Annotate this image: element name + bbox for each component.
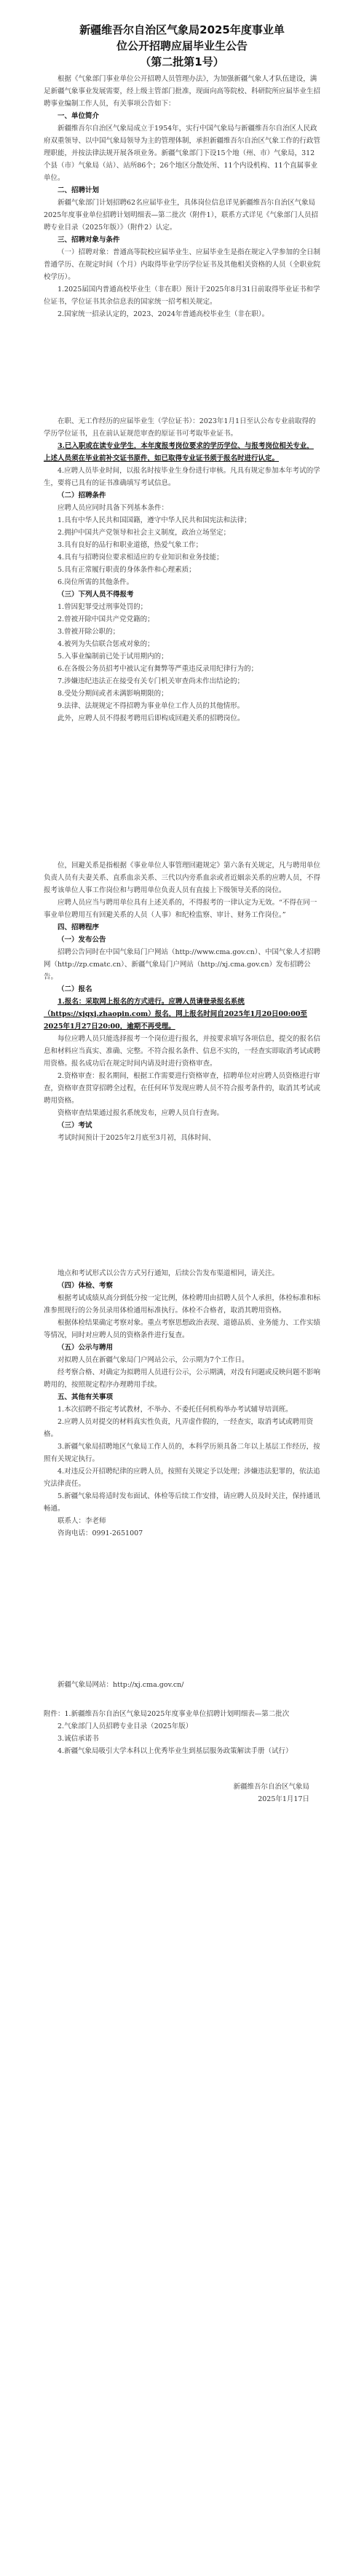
block6-paragraph: 2.气象部门人员招聘专业目录（2025年版） bbox=[58, 1722, 193, 1730]
block2-paragraph: 此外，应聘人员不得报考聘用后即构成回避关系的招聘岗位。 bbox=[58, 714, 245, 722]
block3-paragraph: 应聘人员应当与聘用单位具有上述关系的，不得报考的一律认定为无效。“不得在同一事业单位聘用互有回避关系的人员（人事）和纪检监察、审计、财务工作岗位。” bbox=[44, 899, 317, 919]
block4-paragraph: 根据考试成绩从高分到低分按一定比例，体检聘用由招聘人员个人承担，体检标准和标准参照现行的公务员录用体检通用标准执行。体检不合格者，取消其聘用资格。 bbox=[44, 1294, 321, 1315]
block2-paragraph: 5.具有正常履行职责的身体条件和心理素质； bbox=[58, 566, 196, 574]
block3-paragraph: 招聘公告同时在中国气象局门户网站（http://www.cma.gov.cn）、中国气象人才招聘网（http://zp.cmatc.cn）、新疆气象局门户网站（http://xj.cma.gov.cn）发布招聘公告。 bbox=[44, 948, 320, 981]
block6-paragraph: 3.诚信承诺书 bbox=[58, 1735, 99, 1743]
block2-paragraph: 5.入事业编制前已处于试用期内的； bbox=[58, 653, 168, 661]
block1-paragraph: 1.2025届国内普通高校毕业生（非在职）预计于2025年8月31日前取得毕业证书和学位证书，学位证书其余信息表的国家统一招考相关规定。 bbox=[44, 285, 320, 306]
block4-paragraph: （五）公示与聘用 bbox=[58, 1344, 114, 1352]
block1-paragraph: 三、招聘对象与条件 bbox=[58, 236, 120, 244]
block1-paragraph: 新疆气象部门计划招聘62名应届毕业生，具体岗位信息详见新疆维吾尔自治区气象局2025年度事业单位招聘计划明细表—第二批次（附件1），联系方式详见《气象部门人员招聘专业目录（2025年版）》（附件2）认定。 bbox=[44, 199, 318, 232]
block4-paragraph: 3.新疆气象局招聘地区气象局工作人员的，本科学历须具备二年以上基层工作经历，按照有关规定执行。 bbox=[44, 1443, 320, 1463]
section-intro bbox=[44, 73, 320, 320]
title-line-2: 位公开招聘应届毕业生公告 bbox=[116, 39, 248, 52]
block3-paragraph: （一）发布公告 bbox=[58, 936, 106, 944]
section-attachments bbox=[44, 1708, 320, 1757]
block4-paragraph: （四）体检、考察 bbox=[58, 1282, 114, 1290]
block2-paragraph: 1.具有中华人民共和国国籍，遵守中华人民共和国宪法和法律； bbox=[58, 516, 251, 524]
block2-paragraph: 6.在各级公务员招考中被认定有舞弊等严重违反录用纪律行为的； bbox=[58, 665, 258, 673]
section-other bbox=[44, 1267, 320, 1540]
block2-paragraph: 在职、无工作经历的应届毕业生（学位证书）：2023年1月1日至认公布专业前取得的学历学位证书，且在前认证规范审查的原证书可考取毕业证书。 bbox=[44, 417, 316, 438]
block2-paragraph: 3.曾被开除公职的； bbox=[58, 628, 120, 636]
block6-paragraph: 4.新疆气象局吸引大学本科以上优秀毕业生到基层服务政策解读手册（试行） bbox=[58, 1747, 293, 1755]
block4-paragraph: 对拟聘人员在新疆气象局门户网站公示，公示期为7个工作日。 bbox=[58, 1356, 249, 1364]
block4-paragraph: 1.本次招聘不指定考试教材，不举办、不委托任何机构举办考试辅导培训班。 bbox=[58, 1406, 293, 1414]
block2-paragraph: 2.曾被开除中国共产党党籍的； bbox=[58, 615, 154, 623]
signature-block bbox=[0, 1781, 364, 1805]
block4-paragraph: 4.对违反公开招聘纪律的应聘人员，按照有关规定予以处理；涉嫌违法犯罪的，依法追究法律责任。 bbox=[44, 1468, 320, 1488]
block1-paragraph: 新疆维吾尔自治区气象局成立于1954年，实行中国气象局与新疆维吾尔自治区人民政府双重领导、以中国气象局领导为主的管理体制，承担新疆维吾尔自治区气象工作的行政管理职能，并按法律法规开展各项业务。新疆气象部门下设15个地（州、市）气象局，312个县（市）气象局（站）、站所86个；26个地区分散处所、11个内设机构、11个直属事业单位。 bbox=[44, 125, 321, 182]
block3-paragraph: 1.报名：采取网上报名的方式进行。应聘人员请登录报名系统（https://xjqxj.zhaopin.com）报名，网上报名时间自2025年1月20日00:00至2025年1月27日20:00，逾期不再受理。 bbox=[44, 998, 307, 1031]
block1-paragraph: 2.国家统一招录认定的，2023、2024年普通高校毕业生（非在职）。 bbox=[58, 310, 269, 318]
page-title bbox=[44, 22, 320, 70]
block2-paragraph: 3.已入职或在读专业学生，本年度报考岗位要求的学历学位、与报考岗位相关专业，上述人员须在毕业前补交证书原件，如已取得专业证书须于报名时进行认定。 bbox=[44, 442, 314, 462]
block2-paragraph: 4.应聘人员毕业时间，以报名时按毕业生身份进行审核。凡具有规定参加本年考试的学生，要将已具有的证书准确填写考试信息。 bbox=[44, 467, 320, 487]
block5-paragraph: 新疆气象局网站：http://xj.cma.gov.cn/ bbox=[58, 1681, 184, 1689]
block4-paragraph: 2.应聘人员对提交的材料真实性负责，凡弄虚作假的，一经查实，取消考试或聘用资格。 bbox=[44, 1418, 314, 1438]
block4-paragraph: 经考察合格、对确定为拟聘用人员进行公示，公示期满，对没有问题或反映问题不影响聘用的，按照规定程序办理聘用手续。 bbox=[44, 1368, 321, 1389]
block2-paragraph: 4.具有与招聘岗位要求相适应的专业知识和业务技能； bbox=[58, 554, 223, 562]
block3-paragraph: 2.资格审查：报名期间，根据工作需要进行资格审查，招聘单位对应聘人员资格进行审查，资格审查贯穿招聘全过程，在任何环节发现应聘人员不符合报考条件的，取消其考试或聘用资格。 bbox=[44, 1072, 321, 1105]
block2-paragraph: 7.涉嫌违纪违法正在接受有关专门机关审查尚未作出结论的； bbox=[58, 677, 245, 685]
block3-paragraph: 四、招聘程序 bbox=[58, 923, 100, 931]
block1-paragraph: 一、单位简介 bbox=[58, 112, 100, 120]
block4-paragraph: 5.新疆气象局将适时发布面试、体检等后续工作安排，请应聘人员及时关注，保持通讯畅通。 bbox=[44, 1492, 320, 1513]
block1-paragraph: 根据《气象部门事业单位公开招聘人员管理办法》，为加强新疆气象人才队伍建设，满足新疆气象事业发展需要，经上级主管部门批准，现面向高等院校、科研院所应届毕业生招聘事业编制工作人员，有关事项公告如下： bbox=[44, 75, 321, 108]
block4-paragraph: 联系人：李老师 bbox=[58, 1517, 106, 1525]
section-website bbox=[44, 1679, 320, 1691]
block2-paragraph: （二）招聘条件 bbox=[58, 492, 106, 500]
block1-paragraph: 二、招聘计划 bbox=[58, 186, 100, 194]
title-line-3: （第二批第1号） bbox=[140, 55, 224, 68]
signature-org: 新疆维吾尔自治区气象局 bbox=[233, 1783, 309, 1791]
block3-paragraph: 每位应聘人员只能选择报考一个岗位进行报名，并按要求填写各项信息，提交的报名信息和材料应当真实、准确、完整。不符合报名条件、信息不实的，一经查实即取消考试或聘用资格。报名成功后在规定时间内请及时进行资格审查。 bbox=[44, 1035, 321, 1068]
block2-paragraph: 3.具有良好的品行和职业道德，热爱气象工作； bbox=[58, 541, 203, 549]
section-conditions bbox=[44, 415, 320, 725]
block2-paragraph: 6.岗位所需的其他条件。 bbox=[58, 578, 134, 586]
title-line-1: 新疆维吾尔自治区气象局2025年度事业单 bbox=[79, 23, 285, 36]
signature-date: 2025年1月17日 bbox=[258, 1795, 309, 1803]
block2-paragraph: 4.被列为失信联合惩戒对象的； bbox=[58, 640, 154, 648]
block4-paragraph: 五、其他有关事项 bbox=[58, 1393, 114, 1401]
block1-paragraph: （一）招聘对象：普通高等院校应届毕业生、应届毕业生是指在规定入学参加的全日制普通学历、在规定时间（个月）内取得毕业学历学位证书及其他相关资格的人员（全职业院校学历）。 bbox=[44, 248, 321, 281]
block4-paragraph: 根据体检结果确定考察对象。重点考察思想政治表现、道德品质、业务能力、工作实绩等情况，同时对应聘人员的资格条件进行复查。 bbox=[44, 1319, 321, 1339]
block3-paragraph: （二）报名 bbox=[58, 985, 92, 993]
block4-paragraph: 地点和考试形式以公告方式另行通知，后续公告发布渠道相同，请关注。 bbox=[58, 1269, 280, 1277]
block3-paragraph: 资格审查结果通过报名系统发布，应聘人员自行查询。 bbox=[58, 1109, 224, 1117]
block2-paragraph: 1.曾因犯罪受过刑事处罚的； bbox=[58, 603, 148, 611]
block2-paragraph: 2.拥护中国共产党领导和社会主义制度，政治立场坚定； bbox=[58, 529, 231, 537]
block2-paragraph: （三）下列人员不得报考 bbox=[58, 591, 134, 599]
section-procedure bbox=[44, 859, 320, 1144]
block3-paragraph: 考试时间预计于2025年2月底至3月初，具体时间、 bbox=[58, 1134, 215, 1142]
block4-paragraph: 咨询电话：0991-2651007 bbox=[58, 1529, 143, 1537]
block2-paragraph: 应聘人员应同时具备下列基本条件： bbox=[58, 504, 169, 512]
block3-paragraph: （三）考试 bbox=[58, 1122, 92, 1130]
block2-paragraph: 8.受处分期间或者未满影响期限的； bbox=[58, 690, 168, 698]
block3-paragraph: 位，回避关系是指根据《事业单位人事管理回避规定》第六条有关规定，凡与聘用单位负责人员有夫妻关系、直系血亲关系、三代以内旁系血亲或者近姻亲关系的应聘人员，不得报考该单位人事工作岗位和与聘用单位负责人员有直接上下级领导关系的岗位。 bbox=[44, 862, 321, 894]
block2-paragraph: 9.法律、法规规定不得招聘为事业单位工作人员的其他情形。 bbox=[58, 702, 245, 710]
block6-paragraph: 附件：1.新疆维吾尔自治区气象局2025年度事业单位招聘计划明细表—第二批次 bbox=[44, 1710, 290, 1718]
